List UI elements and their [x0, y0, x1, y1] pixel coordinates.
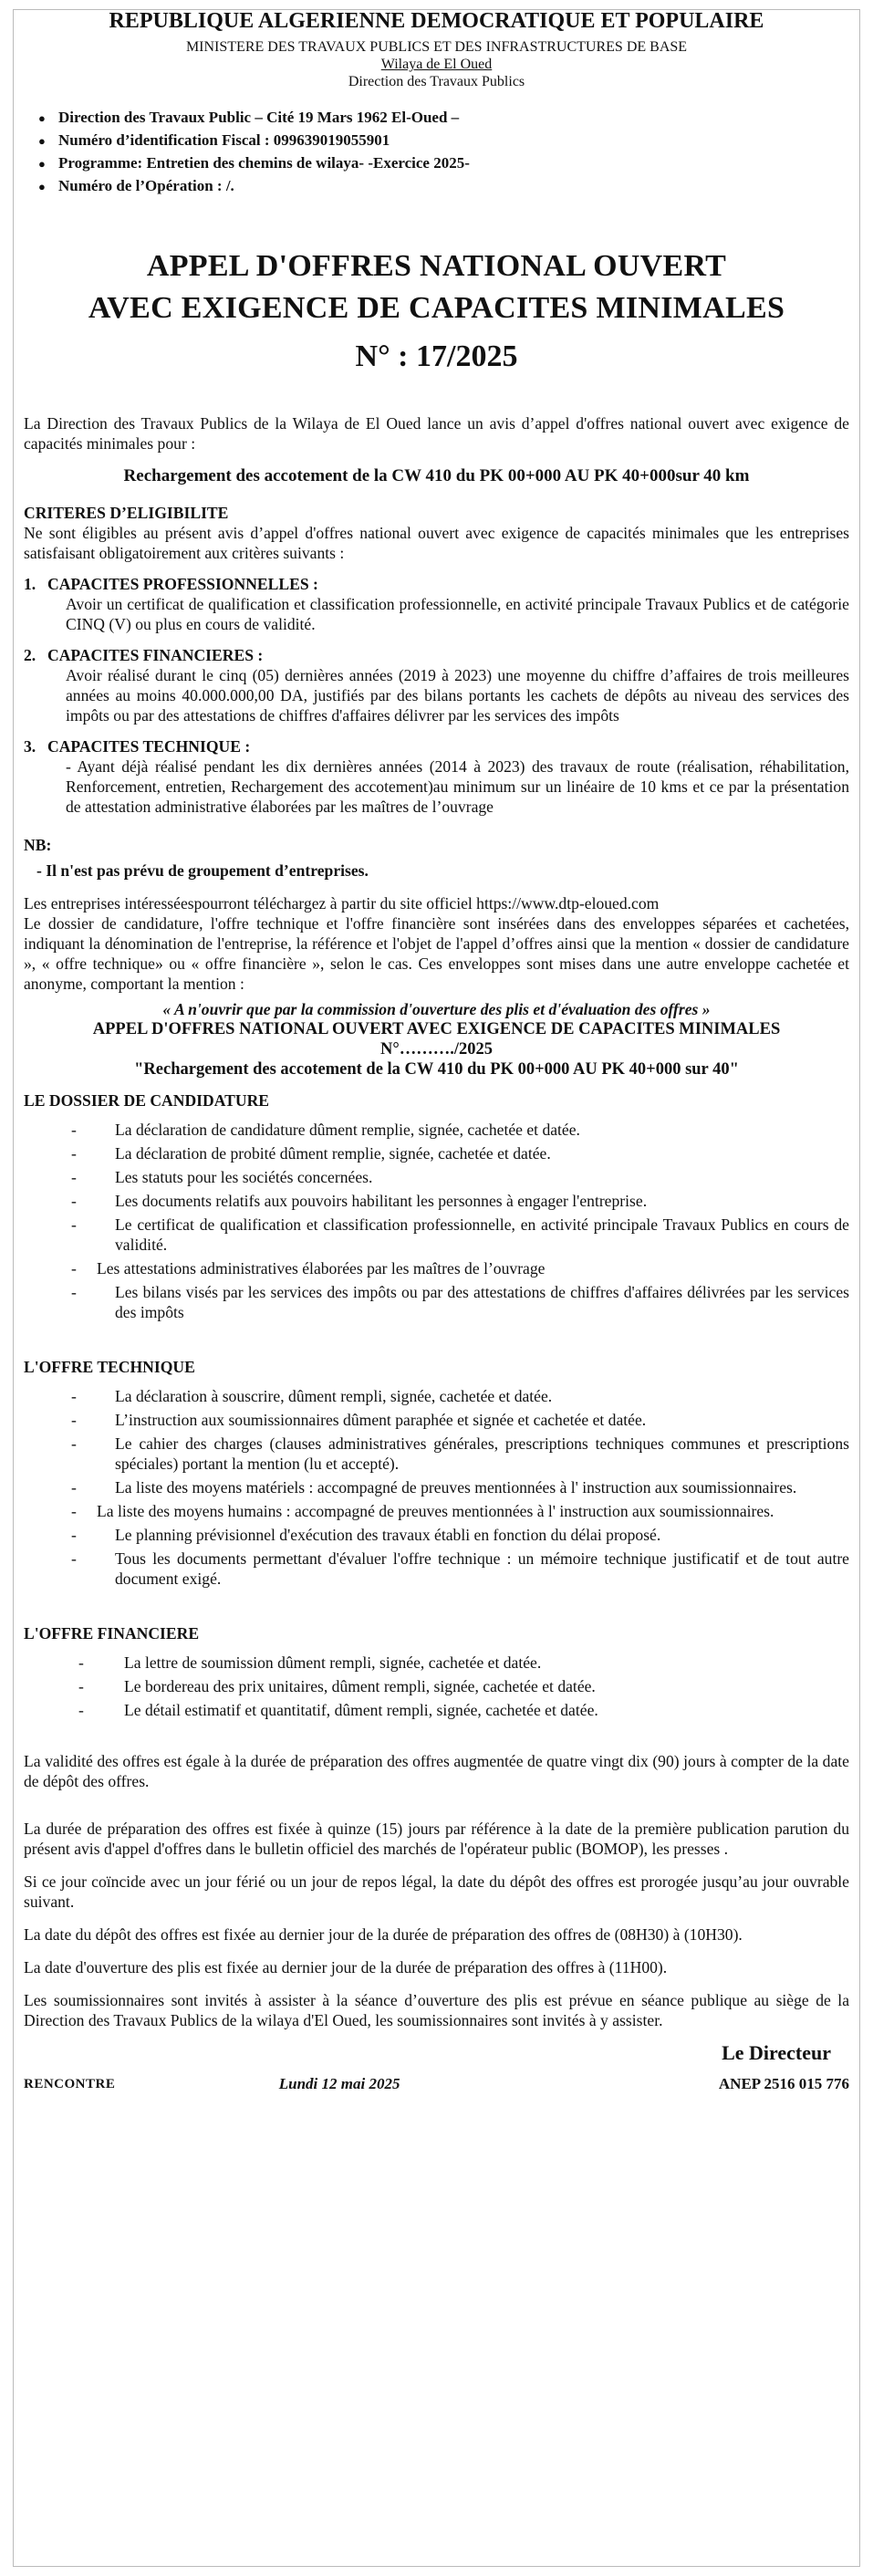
- envelope-title: APPEL D'OFFRES NATIONAL OUVERT AVEC EXIGENCE DE CAPACITES MINIMALES: [92, 1020, 781, 1038]
- ministry-header: MINISTERE DES TRAVAUX PUBLICS ET DES INFRASTRUCTURES DE BASE: [185, 39, 688, 55]
- list-item: - L’instruction aux soumissionnaires dûment paraphée et signée et cachetée et datée.: [71, 1411, 647, 1429]
- notice-title-line-2: AVEC EXIGENCE DE CAPACITES MINIMALES: [88, 291, 785, 325]
- publication-name: RENCONTRE: [24, 2077, 116, 2091]
- list-item: - Le cahier des charges (clauses administratives générales, prescriptions techniques communes et prescriptions spéciales) portant la mention (lu et accepté).: [71, 1434, 849, 1473]
- identification-list: [24, 107, 849, 198]
- criterion-number: 3.: [24, 737, 36, 756]
- list-item: - Les attestations administratives élaborées par les maîtres de l’ouvrage: [71, 1259, 546, 1278]
- list-item: - Tous les documents permettant d'évaluer l'offre technique : un mémoire technique justificatif et de tout autre document exigé.: [71, 1549, 849, 1588]
- criterion-professional: [24, 574, 849, 634]
- list-item: - Le détail estimatif et quantitatif, dûment rempli, signée, cachetée et datée.: [78, 1701, 598, 1719]
- nb-label: NB:: [24, 836, 52, 854]
- republic-header: REPUBLIQUE ALGERIENNE DEMOCRATIQUE ET POPULAIRE: [109, 9, 764, 33]
- intro-paragraph: La Direction des Travaux Publics de la Wilaya de El Oued lance un avis d’appel d'offres national ouvert avec exigence de capacités minimales pour :: [24, 414, 849, 453]
- criterion-title: CAPACITES FINANCIERES :: [47, 646, 264, 664]
- preparation-paragraph: La durée de préparation des offres est fixée à quinze (15) jours par référence à la date de la première publication parution du présent avis d'appel d'offres dans le bulletin officiel des marchés de l'opérateur public (BOMOP), les presses .: [24, 1820, 849, 1858]
- validity-paragraph: La validité des offres est égale à la durée de préparation des offres augmentée de quatre vingt dix (90) jours à compter de la date de dépôt des offres.: [24, 1752, 849, 1790]
- list-item: - Les documents relatifs aux pouvoirs habilitant les personnes à engager l'entreprise.: [71, 1192, 648, 1210]
- list-item: - Le planning prévisionnel d'exécution des travaux établi en fonction du délai proposé.: [71, 1526, 661, 1544]
- envelope-object: "Rechargement des accotement de la CW 410 du PK 00+000 AU PK 40+000 sur 40": [134, 1060, 739, 1079]
- list-item: - Les statuts pour les sociétés concernées.: [71, 1168, 373, 1186]
- signature: Le Directeur: [722, 2041, 831, 2064]
- candidature-list: [24, 1120, 849, 1322]
- financiere-list: [24, 1653, 849, 1720]
- criterion-technical: [24, 736, 849, 817]
- criterion-title: CAPACITES PROFESSIONNELLES :: [47, 575, 318, 593]
- criterion-text: Avoir réalisé durant le cinq (05) dernières années (2019 à 2023) une moyenne du chiffre d’affaires de trois meilleures années au moins 40.000.000,00 DA, justifiés par des bilans portants les cachets de dépôts au niveau des services des impôts ou par des attestations de chiffres d'affaires délivrer par les services des impôts: [66, 666, 849, 725]
- info-item: ● Programme: Entretien des chemins de wilaya- -Exercice 2025-: [58, 152, 849, 175]
- list-item: - La lettre de soumission dûment rempli, signée, cachetée et datée.: [78, 1653, 542, 1672]
- criteria-heading: CRITERES D’ELIGIBILITE: [24, 504, 229, 522]
- attendance-paragraph: Les soumissionnaires sont invités à assister à la séance d’ouverture des plis est prévue en séance publique au siège de la Direction des Travaux Publics de la wilaya d'El Oued, les soumissionnaires sont invités à y assister.: [24, 1991, 849, 2029]
- envelope-mention: « A n'ouvrir que par la commission d'ouverture des plis et d'évaluation des offres »: [162, 1000, 711, 1018]
- direction-header: Direction des Travaux Publics: [348, 74, 525, 89]
- info-item: ● Numéro d’identification Fiscal : 099639019055901: [58, 130, 849, 152]
- criterion-title: CAPACITES TECHNIQUE :: [47, 737, 251, 756]
- opening-date-paragraph: La date d'ouverture des plis est fixée au dernier jour de la durée de préparation des offres à (11H00).: [24, 1958, 668, 1976]
- list-item: - Le certificat de qualification et classification professionnelle, en activité principale Travaux Publics en cours de validité.: [71, 1215, 849, 1254]
- list-item: - Les bilans visés par les services des impôts ou par des attestations de chiffres d'affaires délivrées par les services des impôts: [71, 1283, 849, 1321]
- list-item: - La liste des moyens humains : accompagné de preuves mentionnées à l' instruction aux soumissionnaires.: [71, 1502, 774, 1520]
- publication-date: Lundi 12 mai 2025: [278, 2075, 400, 2092]
- footer: [24, 2074, 849, 2094]
- notice-number: N° : 17/2025: [355, 339, 518, 373]
- criterion-number: 1.: [24, 575, 36, 593]
- criterion-financial: [24, 645, 849, 725]
- criterion-text: Avoir un certificat de qualification et classification professionnelle, en activité principale Travaux Publics et de catégorie CINQ (V) ou plus en cours de validité.: [66, 595, 849, 633]
- technique-heading: L'OFFRE TECHNIQUE: [24, 1358, 195, 1376]
- holiday-paragraph: Si ce jour coïncide avec un jour férié ou un jour de repos légal, la date du dépôt des offres est prorogée jusqu’au jour ouvrable suivant.: [24, 1872, 849, 1911]
- nb-item: - Il n'est pas prévu de groupement d’entreprises.: [36, 861, 369, 880]
- envelope-number: N°………./2025: [379, 1040, 494, 1059]
- notice-title-line-1: APPEL D'OFFRES NATIONAL OUVERT: [146, 249, 727, 283]
- envelope-paragraph: Le dossier de candidature, l'offre technique et l'offre financière sont insérées dans des enveloppes séparées et cachetées, indiquant la dénomination de l'entreprise, la référence et l'objet de l'appel d’offres ainsi que la mention « dossier de candidature », « offre technique» ou « offre financière », selon le cas. Ces enveloppes sont mises dans une autre enveloppe cachetée et anonyme, comportant la mention :: [24, 914, 849, 993]
- info-item: ● Direction des Travaux Public – Cité 19 Mars 1962 El-Oued –: [58, 107, 849, 130]
- list-item: - La déclaration de candidature dûment remplie, signée, cachetée et datée.: [71, 1121, 580, 1139]
- list-item: - La déclaration de probité dûment remplie, signée, cachetée et datée.: [71, 1144, 551, 1163]
- anep-reference: ANEP 2516 015 776: [718, 2075, 849, 2092]
- project-object: Rechargement des accotement de la CW 410 du PK 00+000 AU PK 40+000sur 40 km: [123, 466, 750, 485]
- candidature-heading: LE DOSSIER DE CANDIDATURE: [24, 1091, 270, 1110]
- wilaya-header: Wilaya de El Oued: [380, 57, 493, 72]
- list-item: - Le bordereau des prix unitaires, dûment rempli, signée, cachetée et datée.: [78, 1677, 596, 1695]
- info-item: ● Numéro de l’Opération : /.: [58, 175, 849, 198]
- criterion-text: - Ayant déjà réalisé pendant les dix dernières années (2014 à 2023) des travaux de route (réalisation, réhabilitation, Renforcement, entretien, Rechargement des accotement)au minimum sur un linéaire de 10 kms et ce par la présentation de attestation administrative élaborées par les maîtres de l’ouvrage: [66, 757, 849, 816]
- list-item: - La déclaration à souscrire, dûment rempli, signée, cachetée et datée.: [71, 1387, 553, 1405]
- criterion-number: 2.: [24, 646, 36, 664]
- technique-list: [24, 1386, 849, 1589]
- list-item: - La liste des moyens matériels : accompagné de preuves mentionnées à l' instruction aux soumissionnaires.: [71, 1478, 797, 1497]
- download-paragraph: Les entreprises intéresséespourront téléchargez à partir du site officiel https://www.dtp-eloued.com: [24, 894, 660, 913]
- financiere-heading: L'OFFRE FINANCIERE: [24, 1624, 200, 1643]
- deposit-date-paragraph: La date du dépôt des offres est fixée au dernier jour de la durée de préparation des offres de (08H30) à (10H30).: [24, 1925, 743, 1944]
- criteria-intro: Ne sont éligibles au présent avis d’appel d'offres national ouvert avec exigence de capacités minimales que les entreprises satisfaisant obligatoirement aux critères suivants :: [24, 524, 849, 562]
